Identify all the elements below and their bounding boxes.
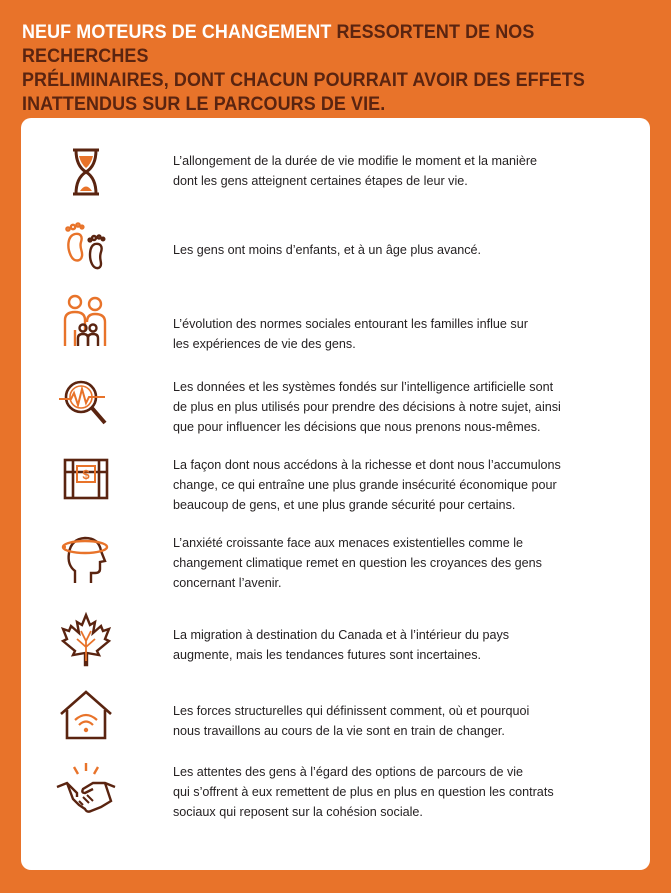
driver-line: La façon dont nous accédons à la richesse et dont nous l’accumulons [173,458,561,472]
header-line-2: PRÉLIMINAIRES, DONT CHACUN POURRAIT AVOIR DES EFFETS [22,69,585,91]
driver-text [173,701,613,741]
driver-line: les expériences de vie des gens. [173,337,356,351]
driver-line: L’anxiété croissante face aux menaces existentielles comme le [173,536,524,550]
driver-line: Les gens ont moins d’enfants, et à un âge plus avancé. [173,243,482,257]
page-header [22,20,611,116]
header-rest: RESSORTENT DE NOS RECHERCHES [22,21,535,67]
driver-line: changement climatique remet en question les croyances des gens [173,556,542,570]
driver-line: de plus en plus utilisés pour prendre des décisions à notre sujet, ainsi [173,400,561,414]
header-line-1 [22,20,611,68]
driver-line: nous travaillons au cours de la vie sont en train de changer. [173,724,505,738]
driver-line: L’allongement de la durée de vie modifie le moment et la manière [173,154,538,168]
driver-line: L’évolution des normes sociales entourant les familles influe sur [173,317,528,331]
svg-text:$: $ [82,467,90,482]
driver-line: Les attentes des gens à l’égard des options de parcours de vie [173,765,524,779]
driver-line: La migration à destination du Canada et à l’intérieur du pays [173,628,510,642]
driver-line: change, ce qui entraîne une plus grande insécurité économique pour [173,478,557,492]
driver-text [173,533,613,593]
driver-text [173,625,613,665]
header-line-3: INATTENDUS SUR LE PARCOURS DE VIE. [22,93,386,115]
anxious-head-icon [53,529,119,585]
driver-line: augmente, mais les tendances futures sont incertaines. [173,648,482,662]
maple-leaf-icon [53,611,119,667]
footprints-icon [53,218,119,274]
driver-text [173,314,613,354]
handshake-icon [53,761,119,817]
home-wifi-icon [53,686,119,742]
driver-line: Les forces structurelles qui définissent comment, où et pourquoi [173,704,530,718]
driver-line: qui s’offrent à eux remettent de plus en plus en question les contrats [173,785,554,799]
driver-text [173,377,613,437]
driver-line: sociaux qui reposent sur la cohésion sociale. [173,805,423,819]
driver-text [173,762,613,822]
driver-text [173,151,613,191]
magnifier-data-icon [53,373,119,429]
driver-line: que pour influencer les décisions que nous prenons nous-mêmes. [173,420,541,434]
driver-line: beaucoup de gens, et une plus grande sécurité pour certains. [173,498,516,512]
money-chest-icon [53,452,119,508]
driver-line: concernant l’avenir. [173,576,282,590]
driver-line: Les données et les systèmes fondés sur l’intelligence artificielle sont [173,380,554,394]
header-lead: NEUF MOTEURS DE CHANGEMENT [22,21,332,43]
driver-line: dont les gens atteignent certaines étapes de leur vie. [173,174,468,188]
drivers-card [21,118,650,870]
driver-text [173,240,613,260]
family-icon [53,292,119,348]
driver-text [173,455,613,515]
hourglass-icon [53,144,119,200]
